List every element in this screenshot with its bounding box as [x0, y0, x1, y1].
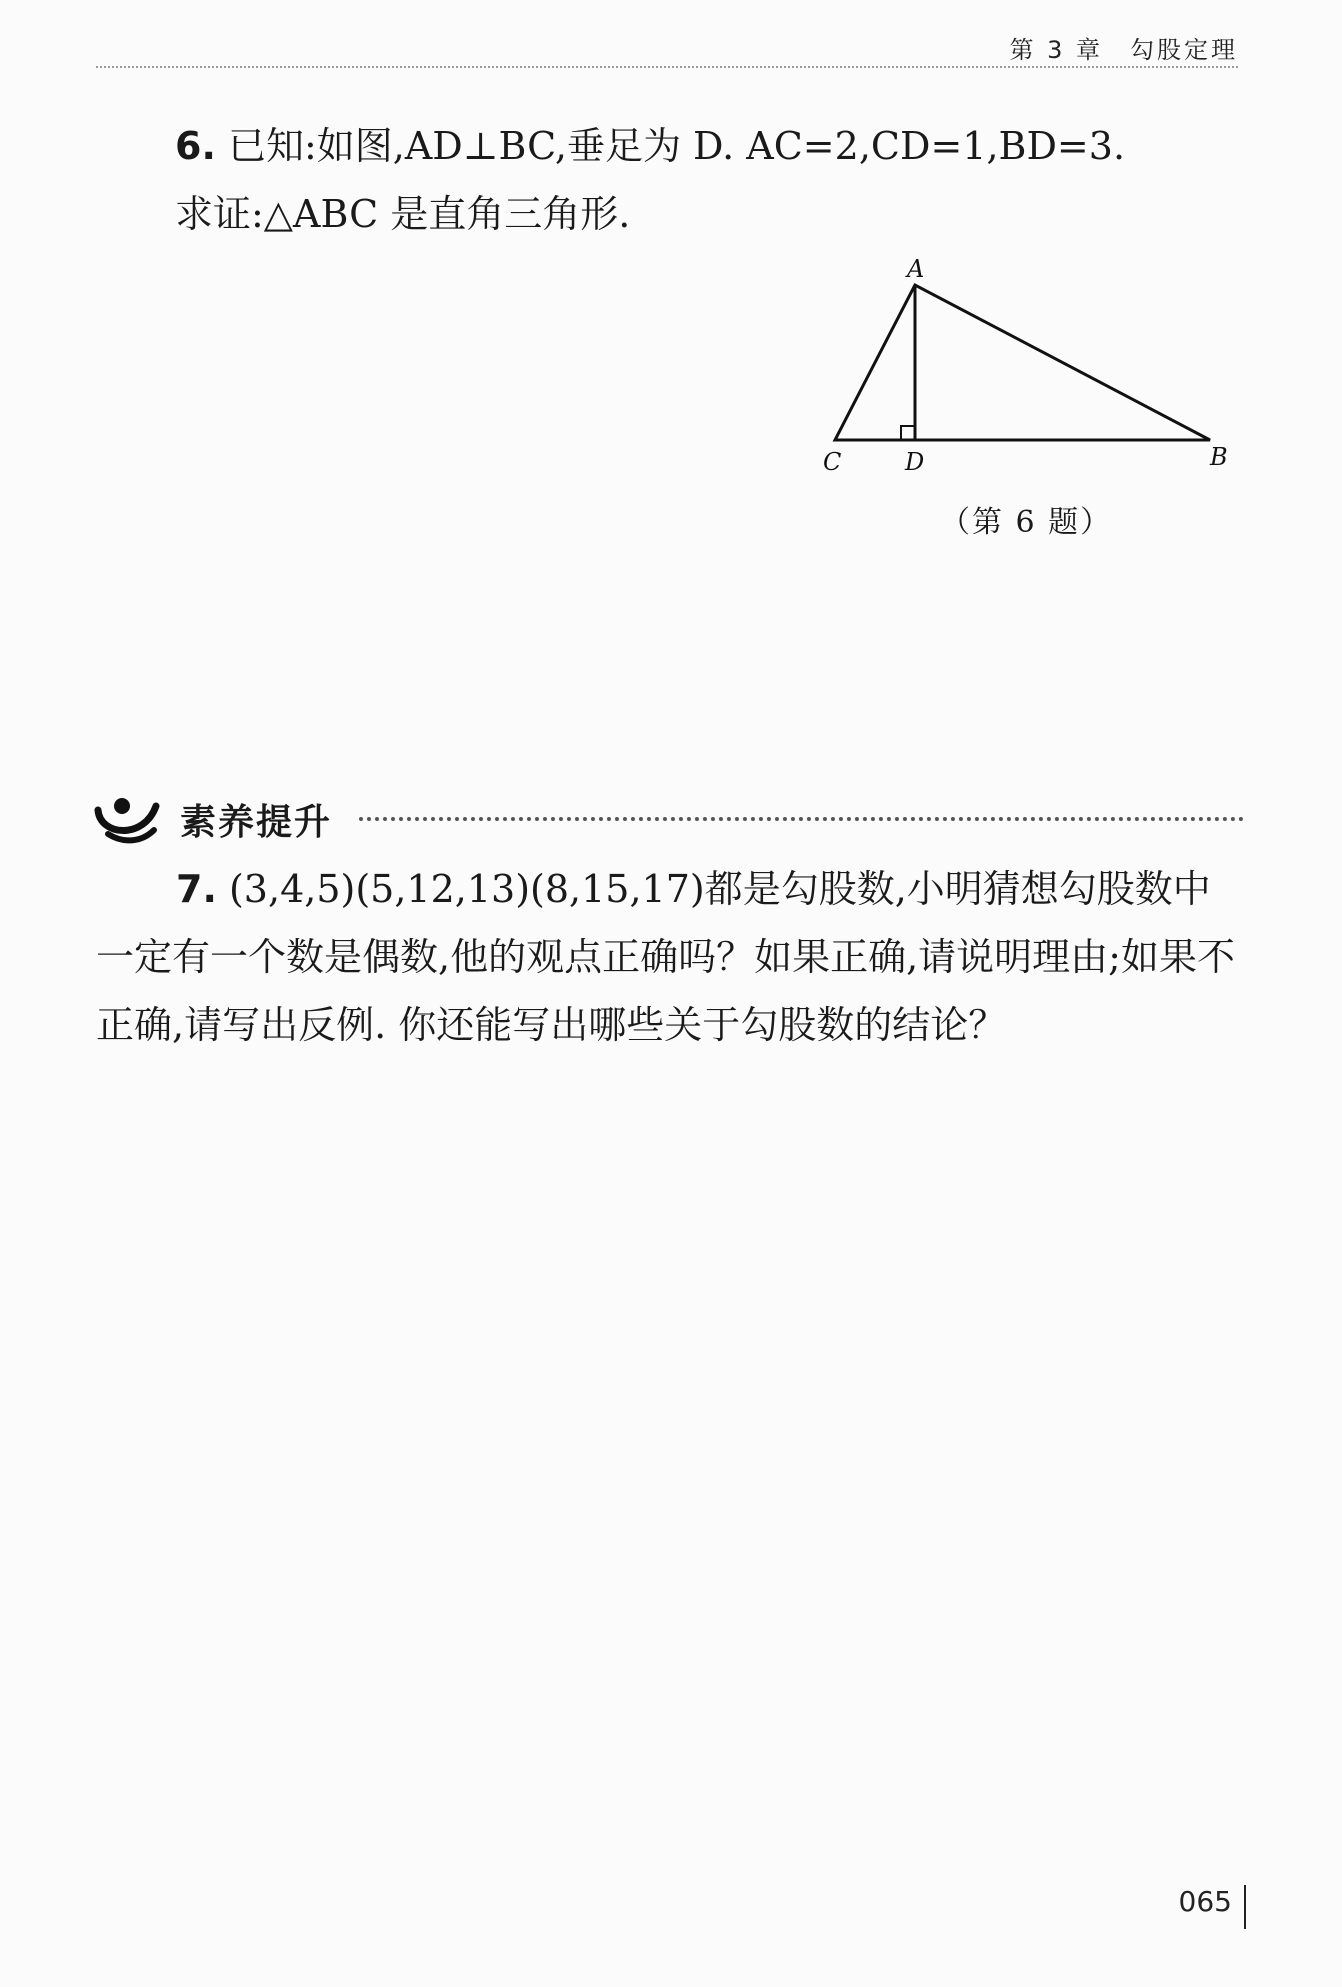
question-7: [96, 855, 1241, 1059]
label-b: B: [1210, 443, 1228, 471]
right-angle-mark: [901, 426, 915, 440]
page-number-bar: [1244, 1885, 1246, 1929]
section-header: [94, 790, 1244, 850]
question-6-number: 6.: [175, 124, 216, 168]
triangle-figure: [815, 255, 1235, 480]
figure-caption: （第 6 题）: [940, 505, 1113, 540]
question-7-text: (3,4,5)(5,12,13)(8,15,17)都是勾股数,小明猜想勾股数中一定有一个数是偶数,他的观点正确吗？如果正确,请说明理由;如果不正确,请写出反例. 你还能写出哪些关于勾股数的结论？: [96, 867, 1235, 1047]
header-dotted-rule: [96, 66, 1238, 68]
page-number: 065: [1178, 1885, 1232, 1918]
question-7-number: 7.: [176, 867, 217, 911]
question-6-prove: 求证:△ABC 是直角三角形.: [175, 192, 631, 236]
section-logo-icon: [94, 790, 164, 850]
label-c: C: [823, 448, 842, 476]
question-6-line-1: [175, 112, 1235, 180]
label-d: D: [905, 448, 925, 476]
question-6: [175, 112, 1235, 236]
section-dotted-rule: [359, 817, 1244, 821]
section-title: 素养提升: [180, 802, 333, 843]
question-6-given: 已知:如图,AD⊥BC,垂足为 D. AC=2,CD=1,BD=3.: [227, 124, 1126, 168]
triangle-abc: [835, 285, 1210, 440]
label-a: A: [907, 255, 925, 283]
running-header: 第 3 章 勾股定理: [1009, 36, 1238, 64]
